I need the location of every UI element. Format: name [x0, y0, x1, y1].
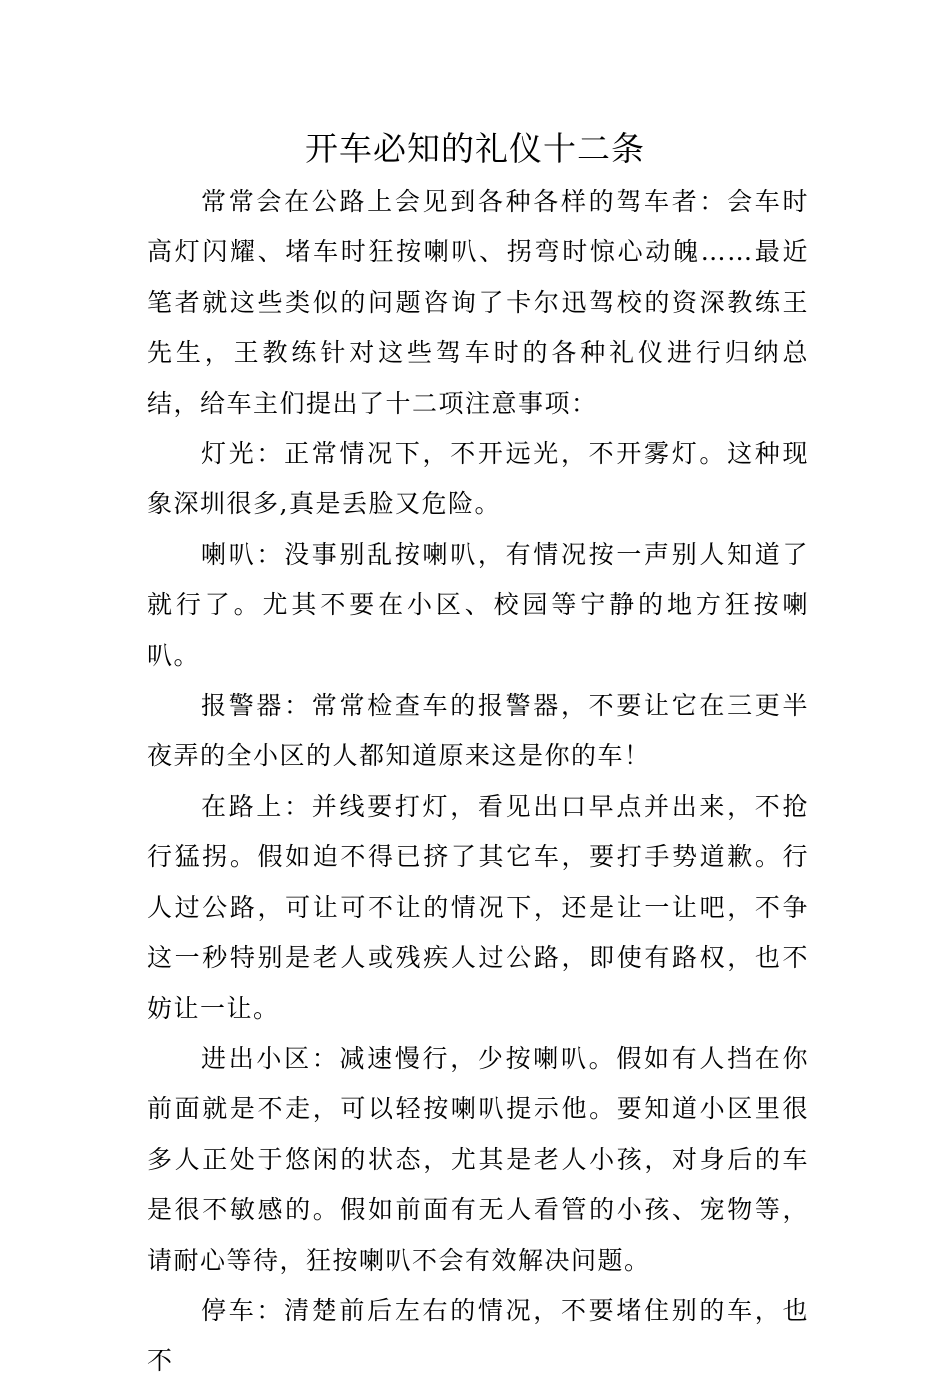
paragraph-on-road: 在路上：并线要打灯，看见出口早点并出来，不抢行猛拐。假如迫不得已挤了其它车，要打手势道歉。行人过公路，可让可不让的情况下，还是让一让吧，不争这一秒特别是老人或残疾人过公路，即使有路权，也不妨让一让。 — [147, 791, 809, 1023]
paragraph-parking: 停车：清楚前后左右的情况，不要堵住别的车，也不 — [147, 1295, 809, 1376]
paragraph-residential: 进出小区：减速慢行，少按喇叭。假如有人挡在你前面就是不走，可以轻按喇叭提示他。要知道小区里很多人正处于悠闲的状态，尤其是老人小孩，对身后的车是很不敏感的。假如前面有无人看管的小孩、宠物等，请耐心等待，狂按喇叭不会有效解决问题。 — [147, 1043, 809, 1275]
paragraph-horn: 喇叭：没事别乱按喇叭，有情况按一声别人知道了就行了。尤其不要在小区、校园等宁静的地方狂按喇叭。 — [147, 539, 809, 670]
document-title: 开车必知的礼仪十二条 — [305, 129, 645, 168]
document-body — [147, 177, 809, 1387]
paragraph-intro: 常常会在公路上会见到各种各样的驾车者：会车时高灯闪耀、堵车时狂按喇叭、拐弯时惊心动魄……最近笔者就这些类似的问题咨询了卡尔迅驾校的资深教练王先生，王教练针对这些驾车时的各种礼仪进行归纳总结，给车主们提出了十二项注意事项： — [147, 187, 809, 418]
paragraph-lights: 灯光：正常情况下，不开远光，不开雾灯。这种现象深圳很多,真是丢脸又危险。 — [147, 439, 809, 519]
paragraph-alarm: 报警器：常常检查车的报警器，不要让它在三更半夜弄的全小区的人都知道原来这是你的车！ — [147, 691, 809, 771]
